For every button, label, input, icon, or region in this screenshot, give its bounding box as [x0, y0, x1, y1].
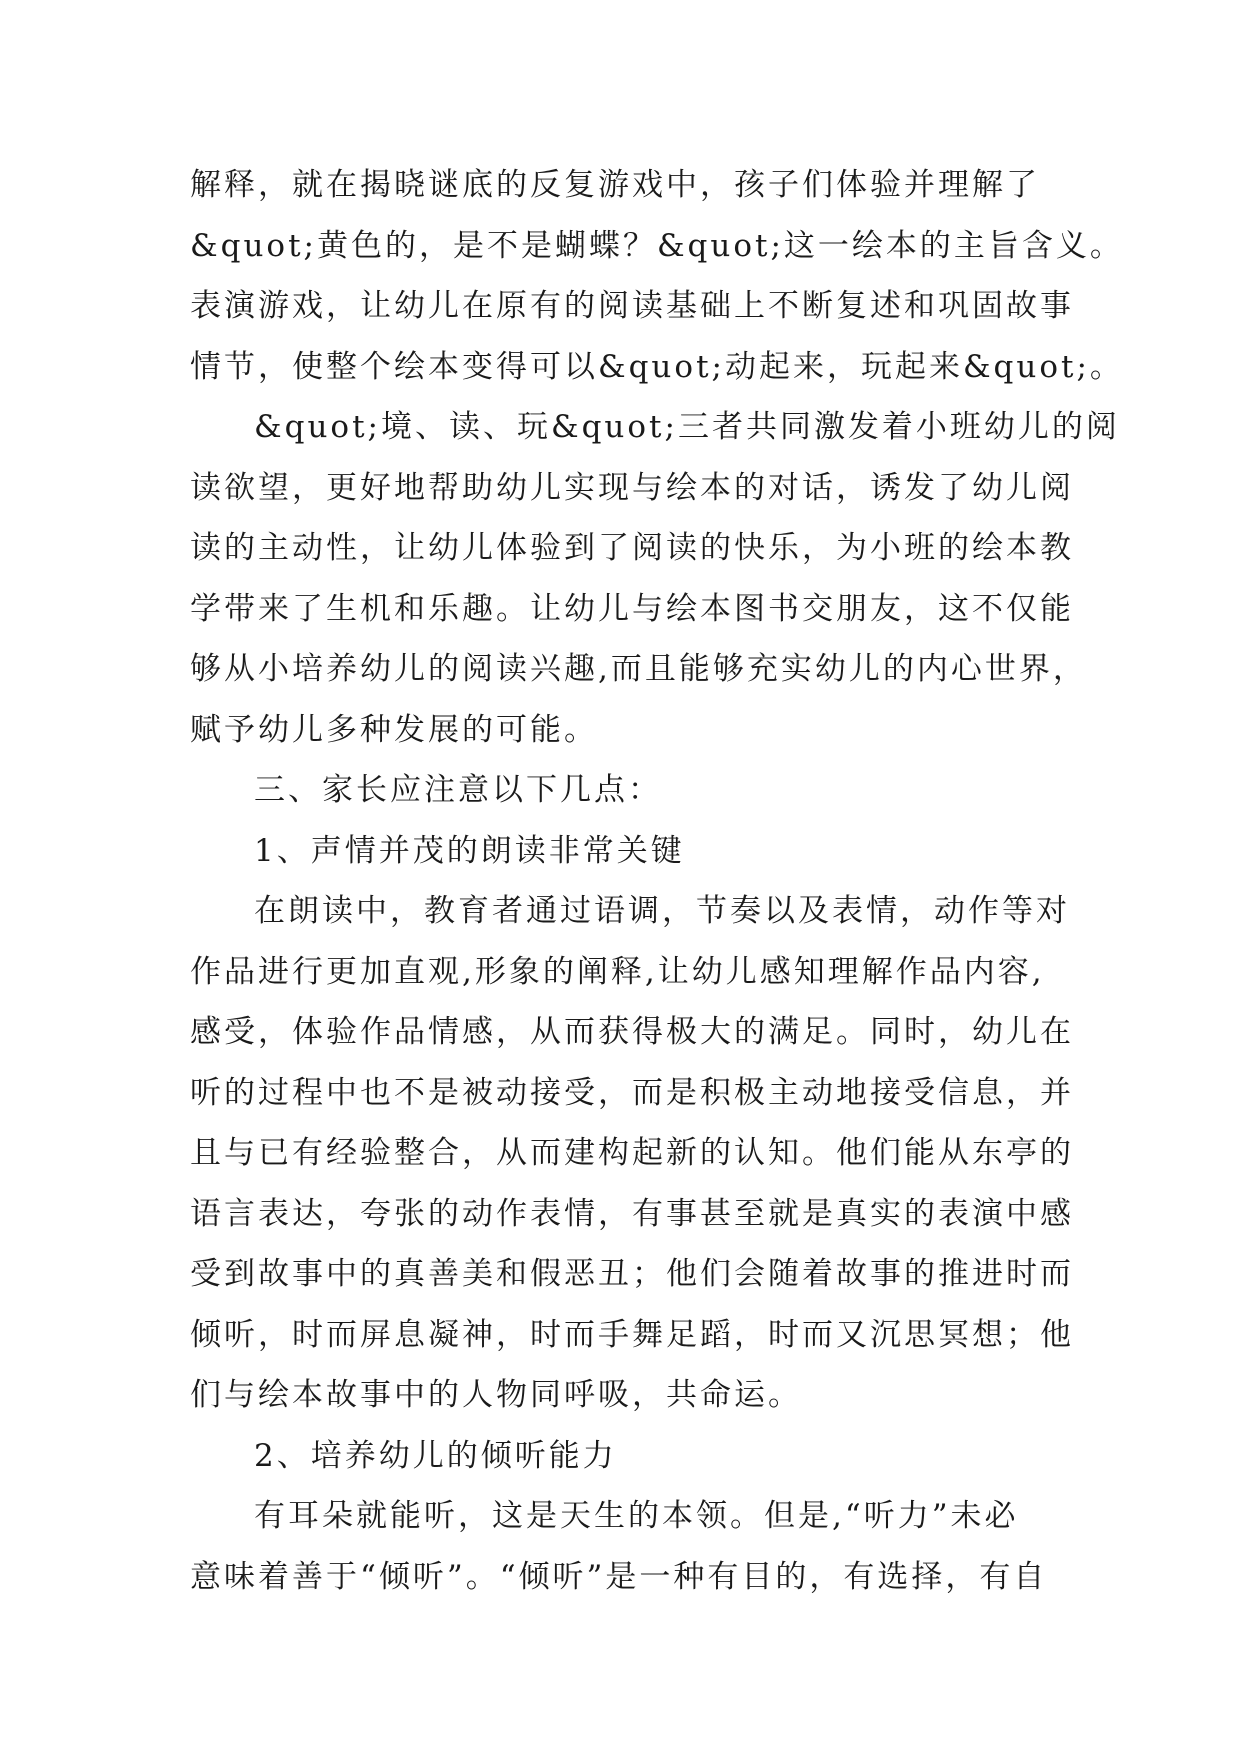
text-line: 倾听，时而屏息凝神，时而手舞足蹈，时而又沉思冥想；他 [190, 1316, 1074, 1353]
text-line: 解释，就在揭晓谜底的反复游戏中，孩子们体验并理解了 [190, 167, 1040, 203]
text-line: 们与绘本故事中的人物同呼吸，共命运。 [190, 1377, 802, 1413]
text-line: 受到故事中的真善美和假恶丑；他们会随着故事的推进时而 [190, 1256, 1074, 1292]
text-line: 读的主动性，让幼儿体验到了阅读的快乐，为小班的绘本教 [190, 530, 1074, 566]
text-line: 听的过程中也不是被动接受，而是积极主动地接受信息，并 [190, 1074, 1074, 1111]
text-line: 情节，使整个绘本变得可以&quot;动起来，玩起来&quot;。 [190, 348, 1124, 385]
subheading: 2、培养幼儿的倾听能力 [254, 1437, 617, 1474]
text-line: 语言表达，夸张的动作表情，有事甚至就是真实的表演中感 [190, 1195, 1074, 1232]
subheading: 1、声情并茂的朗读非常关键 [254, 832, 685, 869]
text-line: 作品进行更加直观,形象的阐释,让幼儿感知理解作品内容, [190, 953, 1045, 990]
text-line: &quot;境、读、玩&quot;三者共同激发着小班幼儿的阅 [254, 409, 1120, 445]
text-line: 表演游戏，让幼儿在原有的阅读基础上不断复述和巩固故事 [190, 288, 1074, 324]
text-line: 感受，体验作品情感，从而获得极大的满足。同时，幼儿在 [190, 1014, 1074, 1050]
document-body [190, 155, 1124, 1607]
text-line: 且与已有经验整合，从而建构起新的认知。他们能从东亭的 [190, 1135, 1074, 1171]
section-heading: 三、家长应注意以下几点： [254, 772, 662, 808]
text-line: 读欲望，更好地帮助幼儿实现与绘本的对话，诱发了幼儿阅 [190, 469, 1074, 506]
text-line: 赋予幼儿多种发展的可能。 [190, 711, 598, 748]
text-line: 学带来了生机和乐趣。让幼儿与绘本图书交朋友，这不仅能 [190, 590, 1074, 627]
text-line: 够从小培养幼儿的阅读兴趣,而且能够充实幼儿的内心世界， [190, 651, 1087, 687]
text-line: 在朗读中，教育者通过语调，节奏以及表情，动作等对 [254, 893, 1070, 929]
text-line: &quot;黄色的，是不是蝴蝶？&quot;这一绘本的主旨含义。 [190, 227, 1124, 264]
text-line: 意味着善于“倾听”。“倾听”是一种有目的，有选择，有自 [190, 1558, 1048, 1595]
text-line: 有耳朵就能听，这是天生的本领。但是,“听力”未必 [254, 1498, 1019, 1534]
